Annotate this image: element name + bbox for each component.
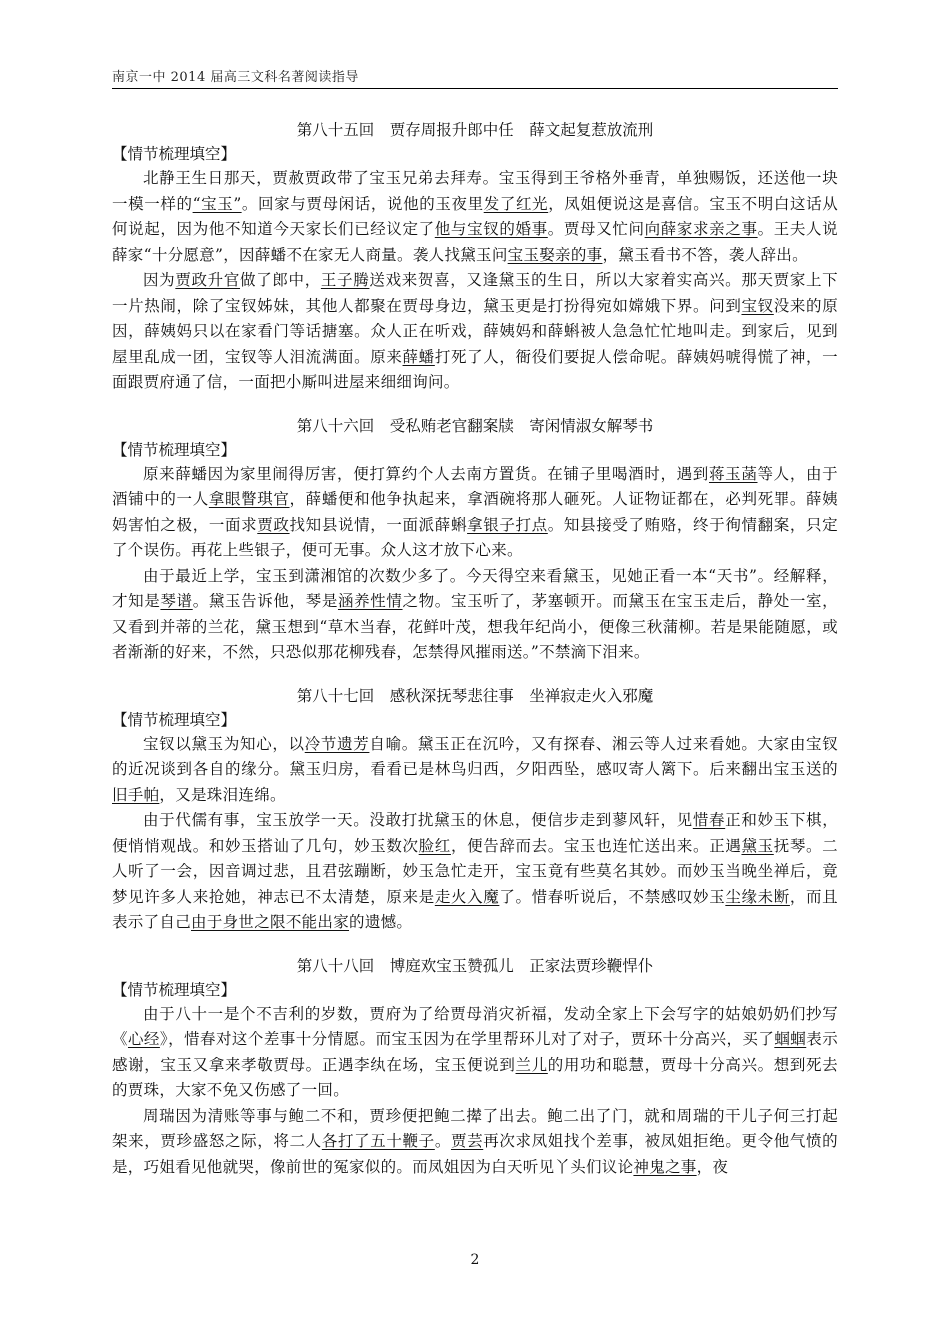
text-run: 原来薛蟠因为家里闹得厉害，便打算约个人去南方置货。在铺子里喝酒时，遇到: [143, 464, 709, 483]
paragraph: [112, 564, 838, 666]
underlined-answer: 尘缘未断: [725, 887, 790, 906]
underlined-answer: 他与宝钗的婚事: [434, 220, 548, 238]
underlined-answer: 黛玉: [741, 836, 774, 855]
text-run: 。黛玉告诉他，琴是: [192, 592, 338, 610]
header-rule: [112, 88, 838, 89]
paragraph: [112, 268, 838, 396]
chapter-title: 第八十六回 受私贿老官翻案牍 寄闲情淑女解琴书: [296, 416, 654, 435]
text-run: 。知县接受了贿赂，终于徇情翻案，只定了个误伤。再花上些银子，便可无事。众人这才放下心来。: [112, 515, 838, 559]
text-run: 由于最近上学，宝玉到潇湘馆的次数少多了。今天得空来看黛玉，见她正看一本“天书”。经解释，才知是: [112, 566, 838, 610]
text-run: ，薛蟠便和他争执起来，拿酒碗将那人砸死。人证物证都在，必判死罪。薛姨妈害怕之极，一面求: [112, 490, 838, 534]
paragraph: [112, 166, 838, 268]
page-number: 2: [470, 1252, 480, 1268]
underlined-answer: 涵养性情: [337, 592, 403, 610]
underlined-answer: 宝玉娶亲的事: [507, 245, 603, 264]
text-run: 表示感谢，宝玉又拿来孝敬贾母。正遇李纨在场，宝玉便说到: [112, 1030, 839, 1074]
text-run: 因为: [143, 271, 176, 289]
text-run: 。王夫人说薛家“十分愿意”，因薛蟠不在家无人商量。袭人找黛玉问: [112, 220, 838, 264]
underlined-answer: 向薛家求亲之事: [644, 220, 758, 238]
text-run: 之物。宝玉听了，茅塞顿开。而黛玉在宝玉走后，静处一室，又看到并蒂的兰花，黛玉想到“草木当春，花鲜叶茂，想我年纪尚小，便像三秋蒲柳。若是果能随愿，或者渐渐的好来，不然，只恐似那花柳残春，怎禁得风摧雨送。”不禁滴下泪来。: [112, 592, 838, 661]
underlined-answer: 贾政: [257, 515, 290, 534]
paragraph: [112, 808, 838, 936]
text-run: ，而且表示了自己: [112, 887, 838, 931]
underlined-answer: 脸红: [418, 836, 451, 855]
text-run: 。回家与贾母闲话，说他的玉夜里: [241, 194, 484, 213]
text-run: 。: [434, 1132, 451, 1150]
text-run: 的遗憾。: [349, 913, 413, 931]
underlined-answer: 贾政升官: [175, 271, 241, 289]
paragraph: [112, 732, 838, 809]
underlined-answer: 旧手帕: [112, 785, 160, 804]
text-run: ，黛玉看书不答，袭人辞出。: [602, 245, 808, 264]
text-run: ，凤姐便说这是喜信。宝玉不明白这话从何说起，因为他不知道今天家长们已经议定了: [112, 194, 838, 238]
section-label: 【情节梳理填空】: [112, 145, 237, 163]
section-label: 【情节梳理填空】: [112, 710, 237, 729]
text-run: 周瑞因为清账等事与鲍二不和，贾珍便把鲍二撵了出去。鲍二出了门，就和周瑞的干儿子何三打起架来，贾珍盛怒之际，将二人: [112, 1106, 838, 1150]
text-run: ，便告辞而去。宝玉也连忙送出来。正遇: [450, 836, 742, 855]
underlined-answer: 由于身世之限不能出家: [191, 913, 350, 931]
text-run: 北静王生日那天，贾赦贾政带了宝玉兄弟去拜寿。宝玉得到王爷格外垂青，单独赐饭，还送他一块一模一样的: [112, 169, 838, 213]
section-label: 【情节梳理填空】: [112, 440, 237, 459]
section-label: 【情节梳理填空】: [112, 980, 237, 999]
text-run: ，又是珠泪连绵。: [159, 785, 286, 804]
paragraph: [112, 1104, 838, 1181]
underlined-answer: 各打了五十鞭子: [321, 1132, 435, 1150]
underlined-answer: 琴谱: [160, 592, 193, 610]
document-body: [112, 112, 838, 1198]
underlined-answer: 神鬼之事: [633, 1157, 697, 1176]
page-header: 南京一中 2014 届高三文科名著阅读指导: [112, 70, 359, 85]
text-run: 》，惜春对这个差事十分情愿。而宝玉因为在学里帮环儿对了对子，贾环十分高兴，买了: [159, 1030, 775, 1048]
underlined-answer: 王子腾: [320, 271, 370, 289]
underlined-answer: “宝玉”: [192, 194, 242, 213]
chapter-title: 第八十七回 感秋深抚琴悲往事 坐禅寂走火入邪魔: [296, 686, 654, 705]
chapter-title: 第八十八回 博庭欢宝玉赞孤儿 正家法贾珍鞭悍仆: [296, 956, 654, 975]
text-run: 送戏来贺喜，又逢黛玉的生日，所以大家着实高兴。那天贾家上下一片热闹，除了宝钗姊妹，其他人都聚在贾母身边，黛玉更是打扮得宛如嫦娥下界。问到: [112, 271, 838, 315]
underlined-answer: 惜春: [692, 811, 726, 829]
underlined-answer: 心经: [127, 1030, 160, 1048]
text-run: 抚琴。二人听了一会，因音调过悲，且君弦蹦断，妙玉急忙走开，宝玉竟有些莫名其妙。而妙玉当晚坐禅后，竟梦见许多人来抢她，神志已不太清楚，原来是: [112, 836, 838, 906]
text-run: 的用功和聪慧，贾母十分高兴。想到死去的贾珠，大家不免又伤感了一回。: [112, 1055, 838, 1099]
text-run: 由于代儒有事，宝玉放学一天。没敢打扰黛玉的休息，便信步走到蓼风轩，见: [143, 811, 693, 829]
paragraph: [112, 1002, 838, 1104]
chapter-section: [112, 118, 838, 396]
underlined-answer: 蝈蝈: [774, 1030, 807, 1048]
text-run: 打死了人，衙役们要捉人偿命呢。薛姨妈唬得慌了神，一面跟贾府通了信，一面把小厮叫进屋来细细询问。: [112, 347, 838, 391]
paragraph: [112, 462, 838, 564]
underlined-answer: 蒋玉菡: [708, 464, 758, 483]
text-run: 再次求凤姐找个差事，被凤姐拒绝。更令他气愤的是，巧姐看见他就哭，像前世的冤家似的。而凤姐因为白天听见丫头们议论: [112, 1132, 838, 1176]
text-run: 。贾母又忙问: [547, 220, 645, 238]
underlined-answer: 宝钗: [741, 296, 774, 315]
underlined-answer: 兰儿: [515, 1055, 548, 1074]
underlined-answer: 拿眼瞥琪官: [208, 490, 290, 508]
underlined-answer: 拿银子打点: [467, 515, 548, 534]
text-run: 自喻。黛玉正在沉吟，又有探春、湘云等人过来看她。大家由宝钗的近况谈到各自的缘分。黛玉归房，看看已是林鸟归西，夕阳西坠，感叹寄人篱下。后来翻出宝玉送的: [112, 734, 838, 778]
underlined-answer: 贾芸: [450, 1132, 484, 1150]
chapter-title: 第八十五回 贾存周报升郎中任 薛文起复惹放流刑: [296, 121, 654, 139]
underlined-answer: 薛蟠: [402, 347, 435, 366]
chapter-section: [112, 954, 838, 1181]
text-run: 由于八十一是个不吉利的岁数，贾府为了给贾母消灾祈福，发动全家上下会写字的姑娘奶奶们抄写《: [112, 1004, 838, 1048]
text-run: 了。惜春听说后，不禁感叹妙玉: [499, 887, 726, 906]
chapter-section: [112, 414, 838, 666]
text-run: ，夜: [696, 1157, 729, 1176]
text-run: 等人，由于酒铺中的一人: [112, 464, 838, 508]
text-run: 没来的原因，薛姨妈只以在家看门等话搪塞。众人正在听戏，薛姨妈和薛蝌被人急急忙忙地叫走。到家后，见到屋里乱成一团，宝钗等人泪流满面。原来: [112, 296, 838, 366]
text-run: 做了郎中，: [240, 271, 321, 289]
chapter-section: [112, 684, 838, 936]
text-run: 正和妙玉下棋，便悄悄观战。和妙玉搭讪了几句，妙玉数次: [112, 811, 838, 855]
underlined-answer: 走火入魔: [434, 887, 500, 906]
underlined-answer: 发了红光: [483, 194, 549, 213]
underlined-answer: 冷节遗芳: [304, 734, 370, 753]
text-run: 找知县说情，一面派薛蝌: [289, 515, 468, 534]
text-run: 宝钗以黛玉为知心，以: [143, 734, 305, 753]
